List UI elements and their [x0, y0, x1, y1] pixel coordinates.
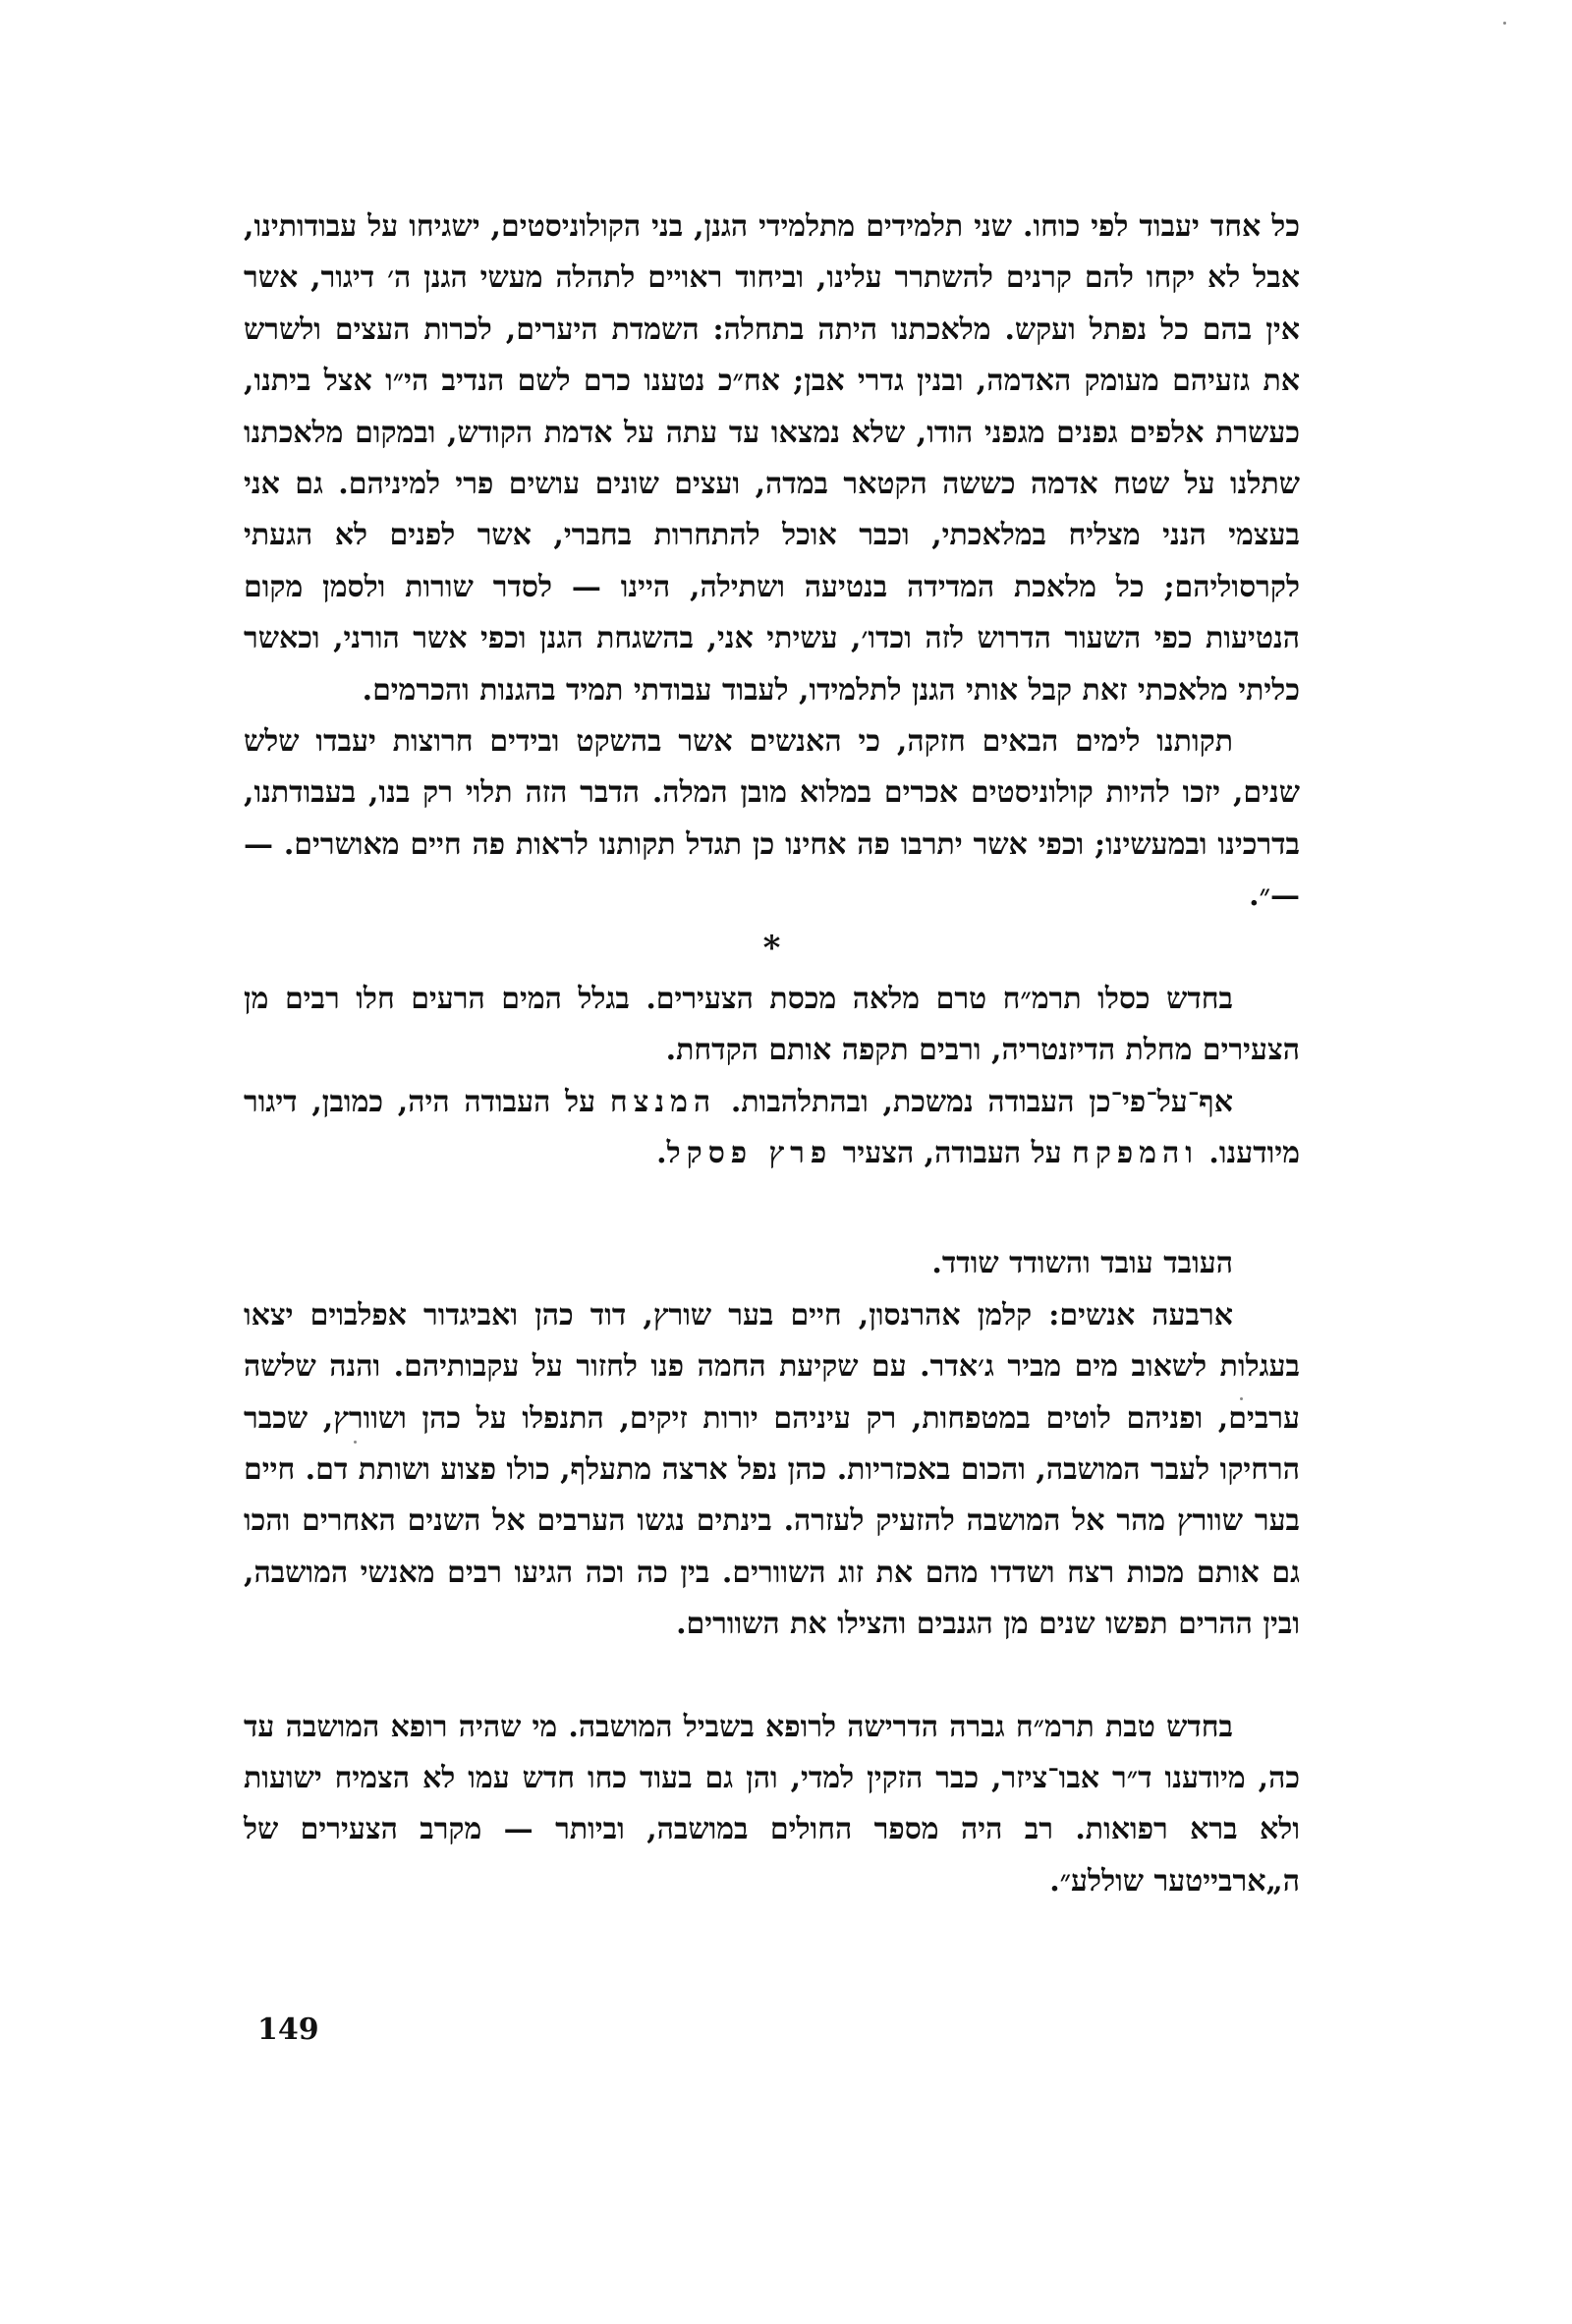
supervisor-label: והמפקח — [1072, 1135, 1199, 1170]
supervisor-name: פרץ פסקל — [666, 1135, 833, 1170]
text-column — [244, 201, 1300, 1907]
work-end: . — [656, 1135, 667, 1170]
paragraph-robbery: ארבעה אנשים: קלמן אהרנסון, חיים בער שורץ, דוד כהן ואביגדור אפלבוים יצאו בעגלות לשאוב מים מביר ג׳אדר. עם שקיעת החמה פנו לחזור על עקבותיהם. והנה שלשה ערבים, ופניהם לוטים במטפחות, רק עיניהם יורות זיקים, התנפלו על כהן ושוורץ, שכבר הרחיקו לעבר המושבה, והכום באכזריות. כהן נפל ארצה מתעלף, כולו פצוע ושותת דם. חיים בער שוורץ מהר אל המושבה להזעיק לעזרה. בינתים נגשו הערבים אל השנים האחרים והכו גם אותם מכות רצח ושדדו מהם את זוג השוורים. בין כה וכה הגיעו רבים מאנשי המושבה, ובין ההרים תפשו שנים מן הגנבים והצילו את השוורים. — [244, 1297, 1301, 1642]
manager-label: המנצח — [609, 1084, 717, 1119]
paragraph-work — [244, 1077, 1300, 1180]
heading-robbery: העובד עובד והשודד שודד. — [931, 1246, 1233, 1281]
supervisor-text: על העבודה, הצעיר — [842, 1135, 1062, 1170]
page-number: 149 — [257, 2012, 319, 2047]
section-gap — [244, 1179, 1300, 1238]
work-middle: על העבודה היה, כמובן, דיגור מיודענו. — [244, 1084, 1300, 1170]
work-lead: אף־על־פי־כן העבודה נמשכת, ובהתלהבות. — [730, 1084, 1233, 1119]
scan-speck — [354, 1441, 357, 1444]
paragraph-letter-part-1: כל אחד יעבוד לפי כוחו. שני תלמידים מתלמידי הגנן, בני הקולוניסטים, ישגיחו על עבודותינו, אבל לא יקחו להם קרנים להשתרר עלינו, וביחוד ראויים לתהלה מעשי הגנן ה׳ דיגור, אשר אין בהם כל נפתל ועקש. מלאכתנו היתה בתחלה: השמדת היערים, לכרות העצים ולשרש את גזעיהם מעומק האדמה, ובנין גדרי אבן; אח״כ נטענו כרם לשם הנדיב הי״ו אצל ביתנו, כעשרת אלפים גפנים מגפני הודו, שלא נמצאו עד עתה על אדמת הקודש, ובמקום מלאכתנו שתלנו על שטח אדמה כששה הקטאר במדה, ועצים שונים עושים פרי למיניהם. גם אני בעצמי הנני מצליח במלאכתי, וכבר אוכל להתחרות בחברי, אשר לפנים לא הגעתי לקרסוליהם; כל מלאכת המדידה בנטיעה ושתילה, היינו — לסדר שורות ולסמן מקום הנטיעות כפי השעור הדרוש לזה וכדו׳, עשיתי אני, בהשגחת הגנן וכפי אשר הורני, וכאשר כליתי מלאכתי זאת קבל אותי הגנן לתלמידו, לעבוד עבודתי תמיד בהגנות והכרמים. — [244, 209, 1300, 708]
scan-speck — [1503, 22, 1506, 25]
paragraph-kislev: בחדש כסלו תרמ״ח טרם מלאה מכסת הצעירים. בגלל המים הרעים חלו רבים מן הצעירים מחלת הדיזנטריה, ורבים תקפה אותם הקדחת. — [244, 981, 1300, 1068]
paragraph-letter-part-2: תקותנו לימים הבאים חזקה, כי האנשים אשר בהשקט ובידים חרוצות יעבדו שלש שנים, יזכו להיות קולוניסטים אכרים במלוא מובן המלה. הדבר הזה תלוי רק בנו, בעבודתנו, בדרכינו ובמעשינו; וכפי אשר יתרבו פה אחינו כן תגדל תקותנו לראות פה חיים מאושרים. — —״. — [244, 724, 1300, 914]
section-separator: * — [762, 928, 781, 968]
section-gap — [244, 1651, 1300, 1702]
paragraph-tevet: בחדש טבת תרמ״ח גברה הדרישה לרופא בשביל המושבה. מי שהיה רופא המושבה עד כה, מיודענו ד״ר אבו־ציזר, כבר הזקין למדי, והן גם בעוד כחו חדש עמו לא הצמיח ישועות ולא ברא רפואות. רב היה מספר החולים במושבה, וביותר — מקרב הצעירים של ה„ארבייטער שוללע״. — [244, 1709, 1300, 1899]
scan-speck — [1240, 1397, 1243, 1400]
